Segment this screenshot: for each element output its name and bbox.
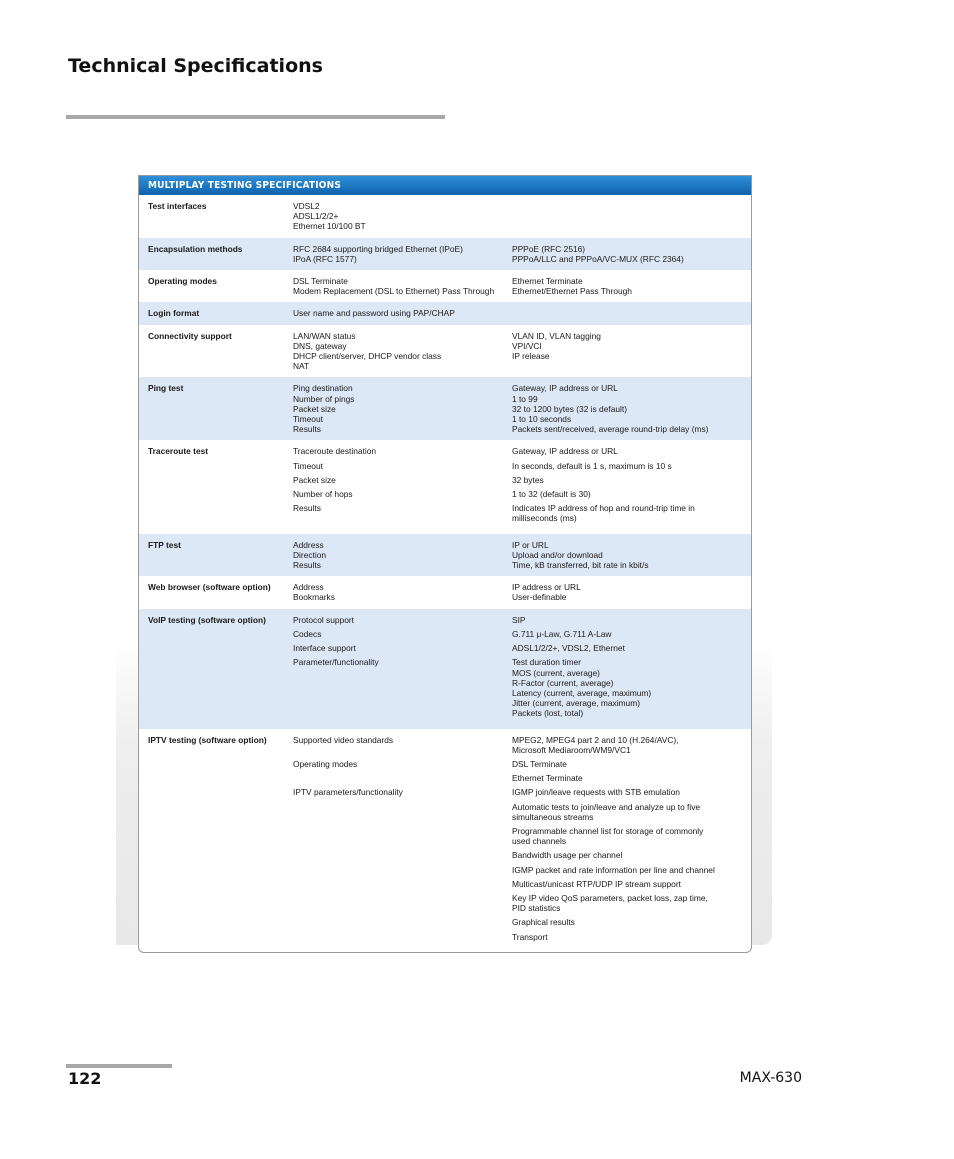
spec-column-parameter [293, 582, 512, 602]
spec-value: Packets sent/received, average round-trip delay (ms) [512, 424, 709, 435]
spec-column-value [512, 917, 751, 931]
spec-column-value [512, 244, 751, 264]
spec-value [293, 879, 512, 889]
spec-column-value [512, 850, 751, 864]
spec-pairs [293, 735, 751, 946]
spec-value: Number of hops [293, 489, 353, 500]
spec-column-value [512, 331, 751, 372]
spec-value: PPPoE (RFC 2516) [512, 243, 586, 254]
spec-value: Transport [512, 931, 548, 942]
spec-value: IGMP join/leave requests with STB emulation [512, 787, 680, 798]
spec-pair [293, 932, 751, 946]
spec-value: Address [293, 539, 324, 550]
spec-value: MPEG2, MPEG4 part 2 and 10 (H.264/AVC), [512, 734, 679, 745]
spec-value: User name and password using PAP/CHAP [293, 308, 455, 319]
spec-value: VPI/VCI [512, 340, 542, 351]
spec-column-value [512, 489, 751, 503]
spec-value: Ethernet Terminate [512, 276, 583, 287]
spec-value: Interface support [293, 643, 356, 654]
spec-value: NAT [293, 361, 310, 372]
spec-value: Ethernet/Ethernet Pass Through [512, 286, 632, 297]
spec-value: Time, kB transferred, bit rate in kbit/s [512, 560, 649, 571]
spec-value: Results [293, 560, 321, 571]
spec-column-parameter [293, 657, 512, 722]
spec-pairs [293, 615, 751, 723]
spec-column-parameter [293, 244, 512, 264]
spec-row-label: Traceroute test [148, 446, 209, 457]
spec-column-parameter [293, 932, 512, 946]
spec-value: Gateway, IP address or URL [512, 383, 618, 394]
spec-column-parameter [293, 865, 512, 879]
spec-column-value [512, 787, 751, 801]
spec-column-value [512, 383, 751, 434]
spec-value [293, 850, 512, 860]
spec-row [139, 270, 751, 302]
spec-value: Jitter (current, average, maximum) [512, 698, 640, 709]
spec-column-parameter [293, 629, 512, 643]
spec-value: LAN/WAN status [293, 330, 356, 341]
spec-table-header: MULTIPLAY TESTING SPECIFICATIONS [139, 176, 751, 195]
spec-pair [293, 643, 751, 657]
spec-value: Graphical results [512, 917, 575, 928]
spec-column-parameter [293, 826, 512, 850]
spec-value: PID statistics [512, 903, 561, 914]
spec-row [139, 440, 751, 533]
page-title: Technical Specifications [68, 55, 323, 77]
spec-value: VLAN ID, VLAN tagging [512, 330, 601, 341]
spec-row [139, 576, 751, 608]
spec-value [293, 932, 512, 942]
spec-value: Packets (lost, total) [512, 708, 584, 719]
spec-column-parameter [293, 893, 512, 917]
spec-value: ADSL1/2/2+, VDSL2, Ethernet [512, 643, 625, 654]
spec-pair [293, 802, 751, 826]
spec-row-label: FTP test [148, 539, 181, 550]
spec-row-label: Web browser (software option) [148, 582, 271, 593]
spec-column-value [512, 893, 751, 917]
spec-value: 32 to 1200 bytes (32 is default) [512, 403, 627, 414]
spec-row-label: Login format [148, 308, 200, 319]
spec-value: Packet size [293, 474, 336, 485]
spec-value: Modem Replacement (DSL to Ethernet) Pass Through [293, 286, 495, 297]
spec-value: Latency (current, average, maximum) [512, 687, 652, 698]
spec-value: Codecs [293, 628, 322, 639]
spec-column-value [512, 643, 751, 657]
spec-column-parameter [293, 475, 512, 489]
spec-pair [293, 865, 751, 879]
spec-value: Test duration timer [512, 657, 581, 668]
spec-column-parameter [293, 201, 512, 232]
spec-value: Microsoft Mediaroom/WM9/VC1 [512, 744, 631, 755]
spec-value [293, 865, 512, 875]
spec-column-value [512, 308, 751, 318]
spec-pair [293, 461, 751, 475]
spec-value: Traceroute destination [293, 446, 377, 457]
spec-row [139, 534, 751, 577]
spec-pair [293, 759, 751, 773]
spec-column-value [512, 629, 751, 643]
spec-column-parameter [293, 787, 512, 801]
spec-value: Operating modes [293, 758, 358, 769]
spec-column-parameter [293, 446, 512, 460]
spec-value: simultaneous streams [512, 811, 594, 822]
page-number: 122 [68, 1069, 102, 1088]
spec-value: Gateway, IP address or URL [512, 446, 618, 457]
spec-pair [293, 503, 751, 527]
spec-value: Protocol support [293, 614, 354, 625]
spec-row [139, 195, 751, 238]
spec-row [139, 377, 751, 440]
spec-value: IPTV parameters/functionality [293, 787, 403, 798]
spec-column-parameter [293, 802, 512, 826]
spec-column-value [512, 826, 751, 850]
spec-value: SIP [512, 614, 526, 625]
spec-pair [293, 773, 751, 787]
spec-value: IP address or URL [512, 582, 581, 593]
spec-pair [293, 735, 751, 759]
spec-column-value [512, 865, 751, 879]
spec-value [293, 826, 512, 836]
spec-value: DHCP client/server, DHCP vendor class [293, 351, 442, 362]
spec-value: Results [293, 424, 321, 435]
spec-column-parameter [293, 276, 512, 296]
spec-row [139, 729, 751, 952]
spec-row-label: Encapsulation methods [148, 243, 243, 254]
spec-column-parameter [293, 917, 512, 931]
spec-value [293, 893, 512, 903]
spec-value [293, 802, 512, 812]
spec-column-parameter [293, 773, 512, 787]
spec-column-parameter [293, 615, 512, 629]
spec-pair [293, 475, 751, 489]
spec-value: R-Factor (current, average) [512, 677, 614, 688]
spec-column-value [512, 475, 751, 489]
footer-rule [66, 1064, 172, 1068]
spec-value: DNS, gateway [293, 340, 347, 351]
spec-column-parameter [293, 540, 512, 571]
spec-row-label: IPTV testing (software option) [148, 734, 267, 745]
spec-pair [293, 826, 751, 850]
spec-column-value [512, 276, 751, 296]
title-rule [66, 115, 445, 119]
spec-value: 1 to 32 (default is 30) [512, 489, 591, 500]
spec-column-parameter [293, 331, 512, 372]
spec-value: IGMP packet and rate information per line and channel [512, 864, 715, 875]
spec-value: Supported video standards [293, 734, 394, 745]
spec-column-value [512, 932, 751, 946]
spec-value: Address [293, 582, 324, 593]
spec-value: Ethernet 10/100 BT [293, 221, 366, 232]
spec-value: Ethernet Terminate [512, 773, 583, 784]
spec-column-value [512, 540, 751, 571]
spec-value: 32 bytes [512, 474, 544, 485]
spec-column-value [512, 657, 751, 722]
spec-value: Timeout [293, 460, 323, 471]
spec-value: 1 to 99 [512, 393, 538, 404]
spec-value [293, 917, 512, 927]
spec-value: Bandwidth usage per channel [512, 850, 623, 861]
spec-value: Automatic tests to join/leave and analyze up to five [512, 801, 701, 812]
spec-pair [293, 446, 751, 460]
spec-value: Bookmarks [293, 592, 335, 603]
spec-value: DSL Terminate [293, 276, 348, 287]
spec-value: DSL Terminate [512, 758, 567, 769]
spec-value [293, 773, 512, 783]
spec-value: Upload and/or download [512, 549, 603, 560]
spec-column-value [512, 446, 751, 460]
spec-value: IP release [512, 351, 550, 362]
spec-column-parameter [293, 383, 512, 434]
spec-row [139, 302, 751, 324]
spec-pair [293, 489, 751, 503]
spec-column-parameter [293, 759, 512, 773]
spec-value: ADSL1/2/2+ [293, 211, 339, 222]
spec-column-parameter [293, 735, 512, 759]
spec-row [139, 325, 751, 378]
spec-table-body [139, 195, 751, 952]
spec-column-parameter [293, 879, 512, 893]
spec-column-parameter [293, 461, 512, 475]
spec-value: In seconds, default is 1 s, maximum is 10 s [512, 460, 672, 471]
spec-column-value [512, 773, 751, 787]
spec-value: Programmable channel list for storage of commonly [512, 825, 704, 836]
spec-row-label: Ping test [148, 383, 184, 394]
spec-value: Multicast/unicast RTP/UDP IP stream support [512, 878, 681, 889]
spec-row-label: VoIP testing (software option) [148, 614, 266, 625]
spec-column-value [512, 461, 751, 475]
spec-value: RFC 2684 supporting bridged Ethernet (IPoE) [293, 243, 463, 254]
spec-value: User-definable [512, 592, 567, 603]
document-name: MAX-630 [739, 1070, 802, 1086]
spec-row [139, 609, 751, 729]
spec-value: IPoA (RFC 1577) [293, 253, 357, 264]
spec-pair [293, 787, 751, 801]
spec-value: Parameter/functionality [293, 657, 379, 668]
spec-row [139, 238, 751, 270]
spec-column-parameter [293, 850, 512, 864]
spec-column-value [512, 582, 751, 602]
spec-column-value [512, 735, 751, 759]
spec-pair [293, 629, 751, 643]
spec-table [138, 175, 752, 953]
spec-pair [293, 850, 751, 864]
spec-column-value [512, 201, 751, 232]
spec-value: Direction [293, 549, 327, 560]
spec-value: MOS (current, average) [512, 667, 600, 678]
spec-column-value [512, 503, 751, 527]
spec-row-label: Connectivity support [148, 330, 232, 341]
spec-value: 1 to 10 seconds [512, 414, 572, 425]
spec-row-label: Test interfaces [148, 201, 207, 211]
spec-pair [293, 893, 751, 917]
spec-value: Number of pings [293, 393, 355, 404]
spec-value: milliseconds (ms) [512, 513, 577, 524]
spec-value: Timeout [293, 414, 323, 425]
spec-pair [293, 879, 751, 893]
spec-value: Indicates IP address of hop and round-trip time in [512, 503, 695, 514]
spec-column-value [512, 615, 751, 629]
spec-column-value [512, 879, 751, 893]
spec-value: VDSL2 [293, 201, 320, 211]
spec-value: Key IP video QoS parameters, packet loss, zap time, [512, 892, 708, 903]
spec-pair [293, 657, 751, 722]
spec-column-value [512, 759, 751, 773]
spec-column-parameter [293, 503, 512, 527]
spec-row-label: Operating modes [148, 276, 217, 287]
spec-column-parameter [293, 489, 512, 503]
spec-value: G.711 μ-Law, G.711 A-Law [512, 628, 612, 639]
spec-value: Packet size [293, 403, 336, 414]
spec-value: used channels [512, 836, 567, 847]
spec-value: Results [293, 503, 321, 514]
spec-column-parameter [293, 643, 512, 657]
spec-column-parameter [293, 308, 512, 318]
spec-pair [293, 917, 751, 931]
spec-value: PPPoA/LLC and PPPoA/VC-MUX (RFC 2364) [512, 253, 684, 264]
spec-column-value [512, 802, 751, 826]
spec-pair [293, 615, 751, 629]
spec-value: Ping destination [293, 383, 353, 394]
spec-pairs [293, 446, 751, 527]
spec-value: IP or URL [512, 539, 549, 550]
